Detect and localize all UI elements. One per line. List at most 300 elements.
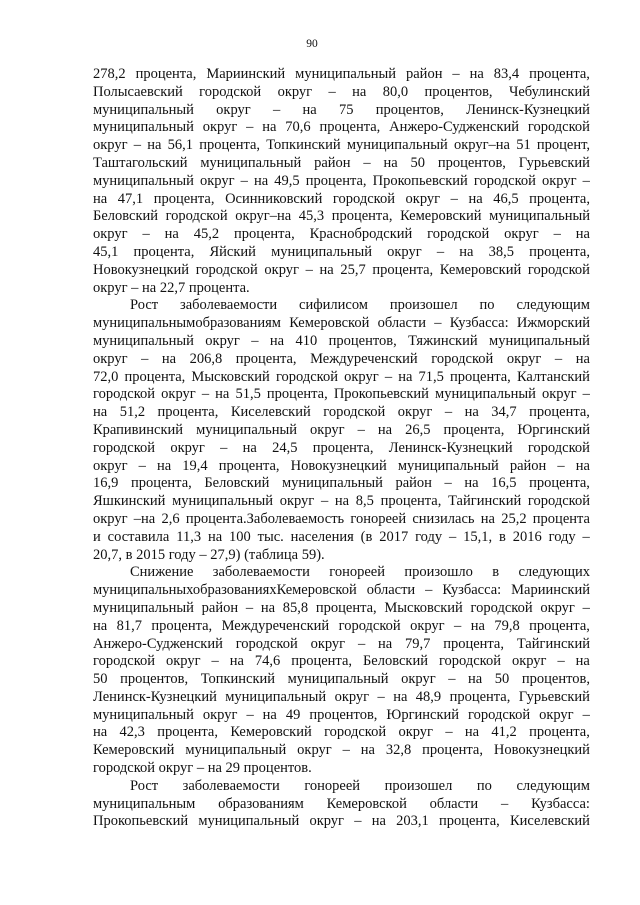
word: –: [582, 706, 590, 723]
text-line: [93, 84, 590, 102]
word: Беловский: [362, 653, 428, 670]
word: произошло: [404, 564, 473, 581]
word: –: [449, 528, 457, 545]
word: –: [436, 243, 445, 260]
word: 24,5: [272, 439, 298, 456]
word: муниципальный: [198, 813, 300, 830]
word: процента,: [315, 599, 377, 616]
word: округ: [170, 439, 205, 456]
word: Калтанский: [516, 368, 590, 385]
word: городской: [235, 635, 298, 652]
word: Междуреченский: [310, 350, 418, 367]
text-line: [93, 778, 590, 796]
word: Междуреченский: [221, 617, 330, 634]
word: муниципальный: [281, 475, 383, 492]
word: Прокопьевский: [333, 386, 429, 403]
word: –: [582, 528, 590, 545]
word: муниципальный: [93, 101, 194, 118]
word: район: [406, 66, 443, 82]
word: в: [499, 528, 506, 545]
word: на: [468, 671, 483, 688]
word: гонореей: [329, 564, 385, 581]
word: произошел: [384, 777, 453, 794]
word: городской: [438, 653, 501, 670]
word: городской: [275, 368, 338, 385]
word: процента,: [199, 137, 261, 154]
word: район: [314, 154, 351, 171]
word: Прокопьевский: [93, 813, 189, 830]
word: Юргинский: [386, 706, 460, 723]
text-line: [93, 262, 590, 280]
word: процента,: [157, 404, 219, 421]
word: Мысковский: [384, 599, 463, 616]
word: процентов,: [424, 83, 493, 100]
word: 70,6: [285, 119, 311, 136]
word: на: [377, 421, 393, 438]
word: 26,5: [405, 421, 431, 438]
text-line: [93, 529, 590, 547]
word: –: [245, 599, 254, 616]
word: процента,: [235, 350, 297, 367]
word: округ–на: [453, 137, 510, 154]
word: Кузбасса:: [531, 795, 590, 812]
word: Кузбасса:: [442, 582, 502, 599]
word: произошел: [389, 297, 458, 314]
word: округ: [405, 190, 441, 207]
word: процента,: [529, 724, 590, 741]
word: муниципальный: [93, 332, 194, 349]
word: округ: [93, 510, 128, 527]
word: процента,: [529, 617, 590, 634]
word: –: [450, 190, 458, 207]
word: сифилисом: [299, 297, 368, 314]
word: Кемеровский: [93, 742, 175, 759]
word: 45,1: [93, 243, 119, 260]
word: городской: [93, 653, 156, 670]
word: процента,: [291, 653, 353, 670]
word: на: [352, 83, 367, 100]
word: Ленинск-Кузнецкий: [93, 688, 217, 705]
word: –: [452, 66, 460, 82]
word: муниципальныхобразованияхКемеровской: [93, 582, 357, 599]
word: 15,1,: [463, 528, 493, 545]
word: 11,3: [176, 528, 202, 545]
word: году: [548, 528, 576, 545]
word: на: [575, 653, 590, 670]
text-line: [93, 475, 590, 493]
word: округ: [398, 724, 433, 741]
word: округ: [397, 404, 433, 421]
word: Анжеро-Судженский: [93, 635, 223, 652]
word: Топкинский: [266, 137, 341, 154]
text-line: [93, 796, 590, 814]
text-line: [93, 191, 590, 209]
word: округ: [309, 813, 345, 830]
word: Чебулинский: [508, 83, 590, 100]
word: 8,5: [355, 493, 374, 510]
word: городской: [470, 599, 533, 616]
word: Яшкинский: [93, 493, 166, 510]
word: 38,5: [488, 243, 514, 260]
word: на: [480, 510, 495, 527]
word: Прокопьевский: [372, 172, 468, 189]
word: на: [469, 66, 484, 82]
word: на: [157, 457, 172, 474]
word: –: [500, 795, 509, 812]
word: округ: [387, 243, 422, 260]
word: населения: [290, 528, 354, 545]
word: процента,: [529, 243, 590, 260]
word: городской: [332, 190, 395, 207]
word: Кузбасса:: [449, 315, 509, 332]
word: муниципальный: [93, 119, 194, 136]
word: –: [363, 154, 371, 171]
word: на: [147, 137, 162, 154]
word: процента,: [529, 404, 590, 421]
word: округ: [511, 653, 547, 670]
word: 45,2: [193, 226, 220, 243]
word: по: [479, 297, 495, 314]
paragraph: [93, 564, 590, 778]
word: Кемеровский: [439, 261, 522, 278]
word: на: [262, 706, 277, 723]
word: район: [395, 475, 432, 492]
word: 49: [285, 706, 301, 723]
word: процента,: [233, 226, 295, 243]
word: в: [492, 564, 500, 581]
word: муниципальный: [287, 671, 389, 688]
word: снизилась: [412, 510, 475, 527]
word: на: [360, 742, 375, 759]
word: 56,1: [167, 137, 194, 154]
word: округ: [297, 742, 332, 759]
word: на: [470, 617, 485, 634]
word: процентов,: [328, 332, 397, 349]
word: 80,0: [382, 83, 409, 100]
word: процента,: [443, 635, 504, 652]
text-line: [93, 813, 590, 831]
text-line: [93, 226, 590, 244]
word: процента,: [319, 119, 381, 136]
word: на: [575, 457, 590, 474]
word: 51,2: [119, 404, 146, 421]
word: округ: [264, 261, 299, 278]
word: на: [334, 493, 350, 510]
word: гонореей: [350, 510, 407, 527]
word: процента,: [529, 66, 590, 82]
word: 206,8: [189, 350, 223, 367]
word: 41,2: [491, 724, 517, 741]
text-line: [93, 564, 590, 582]
word: городской: [527, 493, 590, 510]
word: заболеваемости: [212, 564, 310, 581]
text-line: [93, 582, 590, 600]
word: следующим: [516, 297, 590, 314]
text-line: городской округ – на 29 процентов.: [93, 760, 312, 777]
word: 2016: [512, 528, 542, 545]
word: округ: [310, 635, 346, 652]
word: округ: [93, 350, 128, 367]
word: составила: [107, 528, 170, 545]
word: округ: [161, 386, 196, 403]
text-line: [93, 119, 590, 137]
text-line: [93, 297, 590, 315]
word: заболеваемости: [180, 297, 278, 314]
word: муниципальный: [185, 742, 287, 759]
word: Снижение: [130, 564, 194, 581]
word: Топкинский: [200, 671, 276, 688]
word: 16,5: [491, 475, 517, 492]
word: процента,: [380, 493, 442, 510]
word: на: [262, 119, 277, 136]
word: –: [557, 457, 565, 474]
word: –: [582, 172, 590, 189]
word: 50: [410, 154, 426, 171]
word: на: [378, 635, 393, 652]
word: процент,: [536, 137, 590, 154]
word: Крапивинский: [93, 421, 184, 438]
word: округ: [93, 226, 128, 243]
text-line: 20,7, в 2015 году – 27,9) (таблица 59).: [93, 546, 325, 563]
word: городской: [324, 724, 387, 741]
word: –: [342, 742, 350, 759]
word: 42,3: [119, 724, 145, 741]
word: –: [273, 101, 281, 118]
word: округ: [504, 226, 539, 243]
word: Юргинский: [517, 421, 590, 438]
word: на: [207, 528, 223, 545]
word: тыс.: [257, 528, 284, 545]
word: на: [398, 368, 413, 385]
word: по: [476, 777, 492, 794]
word: муниципальный: [489, 208, 590, 225]
word: –: [582, 386, 590, 403]
word: процентов,: [120, 671, 189, 688]
word: на: [269, 332, 285, 349]
word: Кемеровский: [400, 208, 482, 225]
word: 410: [295, 332, 318, 349]
word: 278,2: [93, 66, 126, 82]
word: муниципальный: [435, 386, 536, 403]
word: муниципальный: [489, 332, 590, 349]
text-line: [93, 653, 590, 671]
word: процента: [532, 510, 590, 527]
word: район: [201, 599, 239, 616]
word: следующих: [518, 564, 590, 581]
word: процента,: [449, 688, 511, 705]
word: городской: [165, 208, 228, 225]
paragraph: [93, 297, 590, 564]
word: Кемеровский: [230, 724, 312, 741]
word: процента,: [124, 368, 186, 385]
word: процента,: [372, 261, 434, 278]
word: муниципальный: [93, 706, 194, 723]
text-line: [93, 315, 590, 333]
word: муниципальный: [200, 154, 302, 171]
text-line: [93, 386, 590, 404]
word: муниципальный: [196, 421, 297, 438]
word: на: [215, 386, 230, 403]
word: –: [142, 226, 150, 243]
text-line: [93, 724, 590, 742]
word: процента,: [151, 617, 213, 634]
word: Ленинск-Кузнецкий: [466, 101, 590, 118]
word: на: [93, 724, 108, 741]
word: –: [201, 386, 210, 403]
text-line: [93, 102, 590, 120]
word: округ: [202, 706, 238, 723]
text-line: [93, 742, 590, 760]
text-line: [93, 208, 590, 226]
word: на: [383, 154, 398, 171]
word: Полысаевский: [93, 83, 183, 100]
word: муниципальный: [172, 493, 273, 510]
word: 72,0: [93, 368, 119, 385]
word: –: [246, 119, 254, 136]
word: процента,: [218, 457, 280, 474]
text-line: [93, 707, 590, 725]
word: городской: [195, 261, 258, 278]
word: Осинниковский: [225, 190, 323, 207]
word: –: [434, 315, 442, 332]
word: –: [305, 261, 313, 278]
text-line: [93, 618, 590, 636]
word: процента,: [157, 724, 218, 741]
word: на: [575, 350, 590, 367]
word: на: [575, 226, 590, 243]
word: 74,6: [254, 653, 281, 670]
word: округ: [344, 368, 379, 385]
word: 25,2: [501, 510, 527, 527]
word: 79,8: [494, 617, 520, 634]
text-line: [93, 636, 590, 654]
word: –: [211, 653, 219, 670]
word: процента,: [133, 243, 195, 260]
word: Мариинский: [206, 66, 286, 82]
word: Гурьевский: [518, 688, 590, 705]
word: 46,5: [493, 190, 519, 207]
text-line: [93, 351, 590, 369]
text-line: [93, 66, 590, 84]
word: городской: [473, 172, 536, 189]
word: округ: [310, 421, 345, 438]
word: Гурьевский: [518, 154, 590, 171]
word: Новокузнецкий: [290, 457, 387, 474]
word: Новокузнецкий: [93, 261, 190, 278]
word: городской: [323, 404, 386, 421]
word: (в: [360, 528, 373, 545]
word: –: [354, 813, 362, 830]
word: процента.Заболеваемость: [185, 510, 345, 527]
word: округ: [93, 137, 128, 154]
word: процентов,: [309, 706, 378, 723]
word: –: [425, 582, 433, 599]
word: 75: [338, 101, 354, 118]
word: 48,9: [415, 688, 442, 705]
word: городской: [527, 439, 590, 456]
word: процентов,: [437, 154, 506, 171]
body-text: [93, 66, 590, 831]
word: округ: [539, 706, 574, 723]
word: муниципальнымобразованиям: [93, 315, 281, 332]
word: район: [509, 457, 547, 474]
word: области: [429, 795, 479, 812]
word: городской: [93, 386, 156, 403]
word: Яйский: [209, 243, 256, 260]
word: Кемеровской: [326, 795, 407, 812]
word: на: [468, 190, 483, 207]
text-line: [93, 333, 590, 351]
word: –: [357, 635, 366, 652]
word: на: [260, 599, 276, 616]
text-line: [93, 244, 590, 262]
word: на: [93, 404, 108, 421]
word: муниципальный: [225, 688, 327, 705]
word: округ: [542, 172, 577, 189]
word: на: [302, 101, 317, 118]
word: округ–на: [235, 208, 292, 225]
word: процента,: [331, 208, 393, 225]
text-line: округ – на 22,7 процента.: [93, 279, 250, 296]
word: процента,: [312, 439, 374, 456]
word: на: [93, 617, 108, 634]
word: 19,4: [182, 457, 208, 474]
word: на: [161, 350, 177, 367]
text-line: [93, 155, 590, 173]
word: Анжеро-Судженский: [389, 119, 520, 136]
text-line: [93, 600, 590, 618]
word: Беловский: [204, 475, 270, 492]
word: Беловский: [93, 208, 159, 225]
word: процента,: [450, 368, 511, 385]
word: муниципальным: [93, 795, 196, 812]
word: –: [133, 137, 142, 154]
word: 100: [229, 528, 251, 545]
word: процента,: [529, 190, 590, 207]
word: Ленинск-Кузнецкий: [388, 439, 513, 456]
word: 16,9: [93, 475, 119, 492]
word: 25,7: [340, 261, 366, 278]
word: –: [246, 706, 254, 723]
word: Новокузнецкий: [493, 742, 590, 759]
word: городской: [338, 617, 401, 634]
word: 32,8: [385, 742, 412, 759]
word: –: [220, 439, 228, 456]
word: Ижморский: [516, 315, 590, 332]
word: городской: [427, 226, 490, 243]
word: округ: [542, 386, 577, 403]
word: Киселевский: [509, 813, 590, 830]
word: 79,7: [405, 635, 431, 652]
word: муниципальный: [271, 243, 372, 260]
word: –: [554, 350, 563, 367]
word: округ: [410, 617, 445, 634]
word: на: [93, 190, 108, 207]
word: –: [445, 724, 453, 741]
word: 47,1: [117, 190, 144, 207]
word: –на: [133, 510, 156, 527]
word: Тяжинский: [408, 332, 478, 349]
word: гонореей: [304, 777, 361, 794]
word: процентов,: [521, 671, 590, 688]
word: процента,: [153, 190, 215, 207]
word: округ: [93, 457, 128, 474]
word: –: [320, 493, 329, 510]
text-line: [93, 173, 590, 191]
word: –: [240, 172, 248, 189]
word: на: [459, 243, 474, 260]
word: 51: [516, 137, 531, 154]
